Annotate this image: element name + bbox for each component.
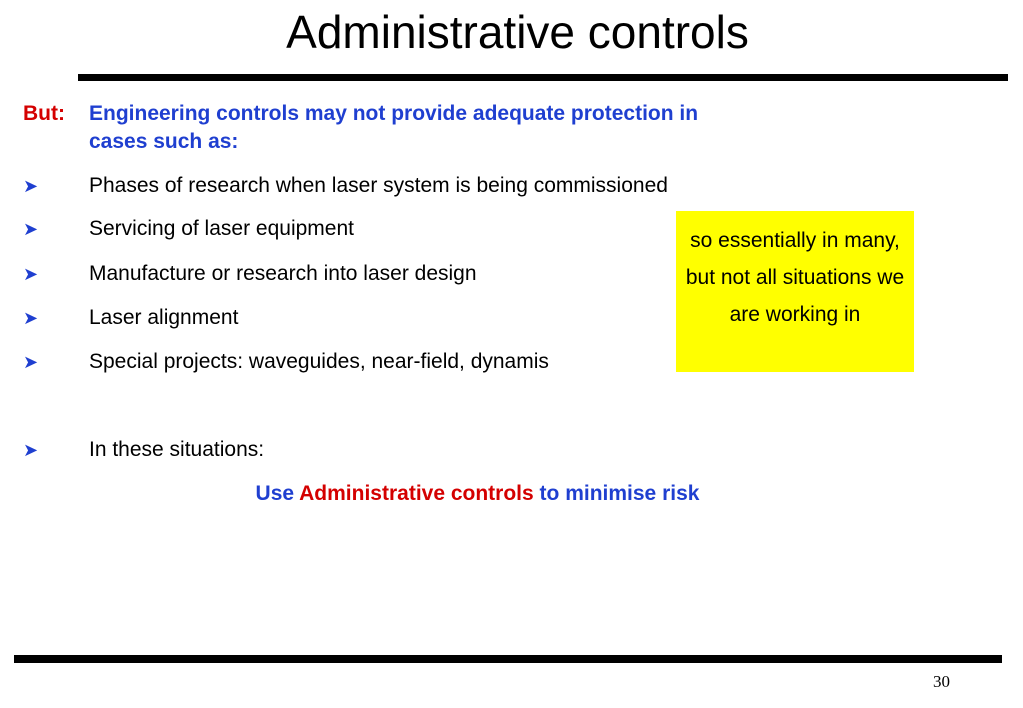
bullet-item: [23, 436, 264, 464]
title-divider: [78, 74, 1008, 81]
bullet-text: Manufacture or research into laser design: [89, 262, 477, 285]
intro-paragraph: [23, 100, 883, 156]
intro-lead: But:: [23, 102, 65, 125]
conclusion-part3: to minimise risk: [539, 482, 700, 505]
bullet-item: [23, 215, 354, 243]
bullet-item: [23, 348, 549, 376]
callout-note: [676, 211, 914, 372]
arrowhead-bullet-icon: ➤: [23, 440, 39, 460]
bullet-text: Servicing of laser equipment: [89, 217, 354, 240]
intro-text-line1: Engineering controls may not provide adequate protection in: [89, 102, 699, 125]
bullet-text: In these situations:: [89, 438, 265, 461]
callout-note-text: so essentially in many, but not all situations we are working in: [685, 229, 905, 326]
bullet-item: [23, 260, 477, 288]
arrowhead-bullet-icon: ➤: [23, 219, 39, 239]
page-number: 30: [933, 672, 950, 691]
bullet-item: [23, 304, 238, 332]
conclusion-part1: Use: [255, 482, 295, 505]
bullet-text: Laser alignment: [89, 306, 239, 329]
arrowhead-bullet-icon: ➤: [23, 176, 39, 196]
bullet-text: Phases of research when laser system is being commissioned: [89, 174, 668, 197]
conclusion-line: [0, 480, 955, 508]
intro-text-line2: cases such as:: [89, 130, 239, 153]
conclusion-highlight: Administrative controls: [299, 482, 534, 505]
slide-title: Administrative controls: [286, 6, 749, 58]
arrowhead-bullet-icon: ➤: [23, 264, 39, 284]
bullet-text: Special projects: waveguides, near-field, dynamis: [89, 350, 549, 373]
arrowhead-bullet-icon: ➤: [23, 352, 39, 372]
footer-divider: [14, 655, 1002, 663]
arrowhead-bullet-icon: ➤: [23, 308, 39, 328]
bullet-item: [23, 172, 668, 200]
